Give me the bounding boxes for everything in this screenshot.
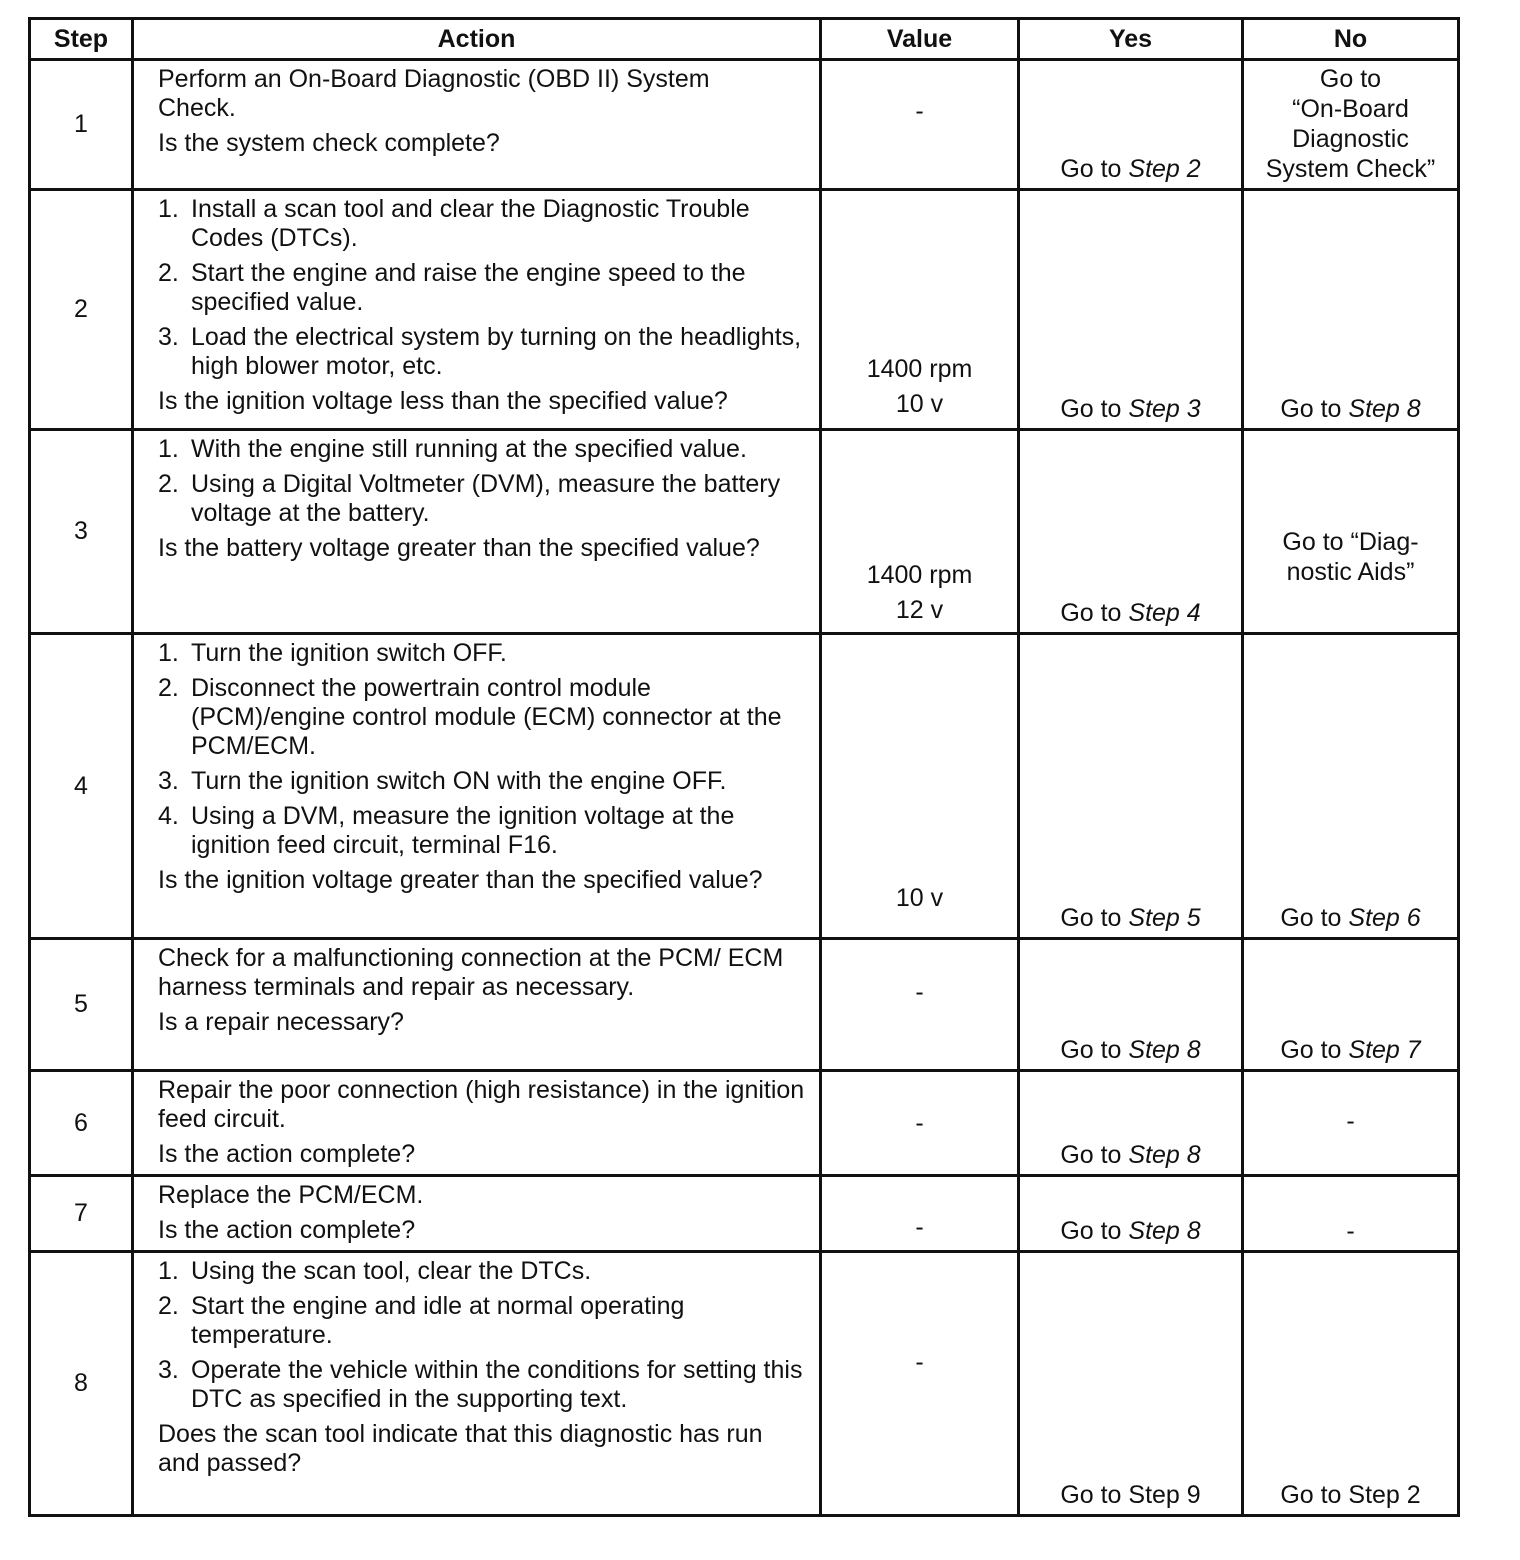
header-row xyxy=(30,19,1459,60)
yes-step-link[interactable]: Step 8 xyxy=(1128,1141,1201,1169)
action-intro: Replace the PCM/ECM. xyxy=(158,1181,424,1209)
action-step-item: 1. Using the scan tool, clear the DTCs. xyxy=(158,1257,592,1285)
table-row xyxy=(30,430,1459,634)
action-cell xyxy=(133,1071,821,1176)
action-question: Is the ignition voltage less than the specified value? xyxy=(158,387,728,415)
value-text: 10 v xyxy=(895,884,944,912)
action-step-item: 3. Load the electrical system by turning on the headlights, high blower motor, etc. xyxy=(158,323,802,380)
step-number: 7 xyxy=(30,1176,133,1252)
no-cell xyxy=(1243,430,1459,634)
yes-prefix: Go to xyxy=(1060,599,1129,627)
step-number: 8 xyxy=(30,1252,133,1516)
value-cell xyxy=(821,634,1019,939)
yes-cell xyxy=(1019,1176,1243,1252)
header-yes: Yes xyxy=(1019,19,1243,60)
yes-step-link[interactable]: Go to Step 9 xyxy=(1060,1481,1201,1509)
action-question: Is the system check complete? xyxy=(158,129,500,157)
no-prefix: Go to xyxy=(1280,395,1349,423)
action-cell xyxy=(133,634,821,939)
action-question: Is a repair necessary? xyxy=(158,1008,404,1036)
yes-prefix: Go to xyxy=(1060,155,1129,183)
no-cell xyxy=(1243,634,1459,939)
header-no: No xyxy=(1243,19,1459,60)
yes-cell xyxy=(1019,1071,1243,1176)
action-step-item: 3. Operate the vehicle within the conditions for setting this DTC as specified in the supporting text. xyxy=(158,1356,803,1413)
no-line[interactable]: System Check” xyxy=(1265,155,1436,183)
no-cell xyxy=(1243,190,1459,430)
action-cell xyxy=(133,939,821,1071)
action-question: Is the action complete? xyxy=(158,1216,416,1244)
value-cell xyxy=(821,60,1019,190)
value-text: - xyxy=(915,97,924,125)
no-cell xyxy=(1243,939,1459,1071)
yes-step-link[interactable]: Step 2 xyxy=(1128,155,1201,183)
step-number: 6 xyxy=(30,1071,133,1176)
action-question: Is the ignition voltage greater than the specified value? xyxy=(158,866,763,894)
no-prefix: Go to xyxy=(1280,1036,1349,1064)
no-step-link[interactable]: Step 8 xyxy=(1348,395,1421,423)
action-cell xyxy=(133,430,821,634)
action-question: Does the scan tool indicate that this diagnostic has run and passed? xyxy=(158,1420,763,1477)
no-step-link[interactable]: Go to Step 2 xyxy=(1280,1481,1421,1509)
yes-step-link[interactable]: Step 5 xyxy=(1128,904,1201,932)
yes-step-link[interactable]: Step 8 xyxy=(1128,1036,1201,1064)
table-row xyxy=(30,1176,1459,1252)
table-row xyxy=(30,1071,1459,1176)
value-text: 1400 rpm xyxy=(866,355,973,383)
action-step-item: 2. Start the engine and raise the engine speed to the specified value. xyxy=(158,259,746,316)
action-cell xyxy=(133,190,821,430)
yes-step-link[interactable]: Step 3 xyxy=(1128,395,1201,423)
value-cell xyxy=(821,1071,1019,1176)
value-text: - xyxy=(915,978,924,1006)
table-row xyxy=(30,1252,1459,1516)
yes-cell xyxy=(1019,190,1243,430)
yes-prefix: Go to xyxy=(1060,1141,1129,1169)
table-row xyxy=(30,634,1459,939)
value-text: 12 v xyxy=(895,596,944,624)
step-number: 2 xyxy=(30,190,133,430)
no-cell xyxy=(1243,1071,1459,1176)
yes-cell xyxy=(1019,939,1243,1071)
no-step-link[interactable]: Step 6 xyxy=(1348,904,1421,932)
table-row xyxy=(30,190,1459,430)
yes-step-link[interactable]: Step 8 xyxy=(1128,1217,1201,1245)
value-text: - xyxy=(915,1108,924,1137)
yes-cell xyxy=(1019,634,1243,939)
yes-step-link[interactable]: Step 4 xyxy=(1128,599,1201,627)
no-line[interactable]: Go to “Diag- xyxy=(1282,528,1419,556)
action-step-item: 2. Start the engine and idle at normal operating temperature. xyxy=(158,1292,685,1349)
action-steps xyxy=(158,435,809,528)
action-step-item: 2. Disconnect the powertrain control module (PCM)/engine control module (ECM) connector at the PCM/ECM. xyxy=(158,674,782,760)
no-line[interactable]: “On-Board xyxy=(1292,95,1409,123)
step-number: 4 xyxy=(30,634,133,939)
action-steps xyxy=(158,639,809,860)
value-text: - xyxy=(915,1348,924,1376)
action-steps xyxy=(158,195,809,381)
header-value: Value xyxy=(821,19,1019,60)
step-number: 5 xyxy=(30,939,133,1071)
no-line[interactable]: nostic Aids” xyxy=(1286,558,1415,586)
header-action: Action xyxy=(133,19,821,60)
action-cell xyxy=(133,60,821,190)
action-cell xyxy=(133,1176,821,1252)
no-cell xyxy=(1243,1252,1459,1516)
value-cell xyxy=(821,1252,1019,1516)
value-text: 10 v xyxy=(895,390,944,418)
yes-prefix: Go to xyxy=(1060,1217,1129,1245)
step-number: 3 xyxy=(30,430,133,634)
action-steps xyxy=(158,1257,809,1414)
no-step-link[interactable]: Step 7 xyxy=(1348,1036,1421,1064)
action-question: Is the action complete? xyxy=(158,1140,416,1168)
action-step-item: 3. Turn the ignition switch ON with the engine OFF. xyxy=(158,767,727,795)
action-intro: Check for a malfunctioning connection at the PCM/ ECM harness terminals and repair as necessary. xyxy=(158,944,784,1001)
yes-cell xyxy=(1019,430,1243,634)
value-text: 1400 rpm xyxy=(866,561,973,589)
table-row xyxy=(30,939,1459,1071)
header-step: Step xyxy=(30,19,133,60)
value-cell xyxy=(821,190,1019,430)
yes-cell xyxy=(1019,1252,1243,1516)
action-step-item: 1. Turn the ignition switch OFF. xyxy=(158,639,507,667)
no-text: - xyxy=(1346,1106,1355,1135)
value-cell xyxy=(821,430,1019,634)
yes-prefix: Go to xyxy=(1060,395,1129,423)
action-intro: Perform an On-Board Diagnostic (OBD II) System Check. xyxy=(158,65,710,122)
no-cell xyxy=(1243,1176,1459,1252)
no-line: Go to xyxy=(1319,65,1382,93)
action-step-item: 2. Using a Digital Voltmeter (DVM), measure the battery voltage at the battery. xyxy=(158,470,781,527)
diagnostic-table xyxy=(28,17,1460,1517)
value-cell xyxy=(821,939,1019,1071)
value-cell xyxy=(821,1176,1019,1252)
value-text: - xyxy=(915,1213,924,1241)
action-intro: Repair the poor connection (high resistance) in the ignition feed circuit. xyxy=(158,1076,805,1133)
yes-cell xyxy=(1019,60,1243,190)
step-number: 1 xyxy=(30,60,133,190)
no-text: - xyxy=(1346,1217,1355,1245)
yes-prefix: Go to xyxy=(1060,904,1129,932)
table-row xyxy=(30,60,1459,190)
yes-prefix: Go to xyxy=(1060,1036,1129,1064)
action-question: Is the battery voltage greater than the specified value? xyxy=(158,534,760,562)
action-cell xyxy=(133,1252,821,1516)
action-step-item: 1. With the engine still running at the specified value. xyxy=(158,435,747,463)
no-prefix: Go to xyxy=(1280,904,1349,932)
action-step-item: 4. Using a DVM, measure the ignition voltage at the ignition feed circuit, terminal F16. xyxy=(158,802,735,859)
no-line[interactable]: Diagnostic xyxy=(1292,125,1409,153)
no-cell xyxy=(1243,60,1459,190)
action-step-item: 1. Install a scan tool and clear the Diagnostic Trouble Codes (DTCs). xyxy=(158,195,750,252)
